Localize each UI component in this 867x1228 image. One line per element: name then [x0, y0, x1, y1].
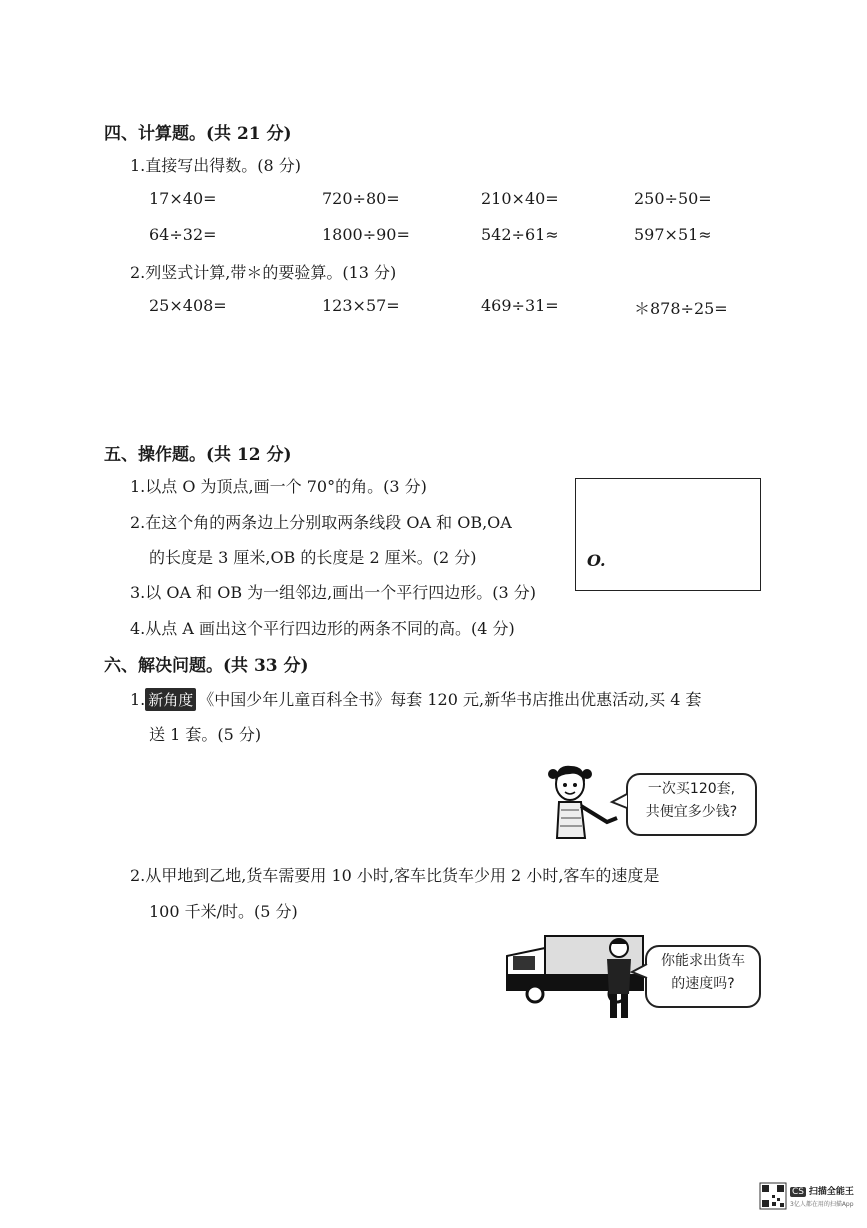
bubble-line: 你能求出货车: [661, 953, 745, 969]
problem1-text: 《中国少年儿童百科全书》每套 120 元,新华书店推出优惠活动,买 4 套: [198, 690, 702, 709]
vertical-calc-item: 25×408=: [149, 296, 227, 315]
scanner-sub: 3亿人都在用的扫描App: [790, 1201, 854, 1208]
bubble-tail: [632, 964, 648, 980]
operation-item: 1.以点 O 为顶点,画一个 70°的角。(3 分): [130, 477, 427, 496]
scanner-logo: CS: [792, 1187, 804, 1197]
operation-item: 的长度是 3 厘米,OB 的长度是 2 厘米。(2 分): [149, 548, 477, 567]
calc-item: 597×51≈: [634, 225, 712, 244]
bubble-line: 的速度吗?: [671, 976, 735, 992]
bubble-line: 一次买120套,: [647, 781, 736, 797]
vertical-calc-item: 469÷31=: [481, 296, 559, 315]
section5-title: 五、操作题。(共 12 分): [104, 445, 292, 465]
calc-item: 64÷32=: [149, 225, 217, 244]
problem2-line1: 2.从甲地到乙地,货车需要用 10 小时,客车比货车少用 2 小时,客车的速度是: [130, 866, 660, 885]
section4-title: 四、计算题。(共 21 分): [104, 124, 292, 144]
calc-item: 1800÷90=: [322, 225, 410, 244]
calc-item: 210×40=: [481, 189, 559, 208]
q1-title: 1.直接写出得数。(8 分): [130, 156, 302, 175]
calc-item: 720÷80=: [322, 189, 400, 208]
qr-code-icon: [760, 1183, 786, 1209]
operation-item: 4.从点 A 画出这个平行四边形的两条不同的高。(4 分): [130, 619, 515, 638]
operation-item: 3.以 OA 和 OB 为一组邻边,画出一个平行四边形。(3 分): [130, 583, 536, 602]
problem1-line2: 送 1 套。(5 分): [149, 725, 262, 744]
problem1-number: 1.: [130, 690, 146, 709]
q2-title: 2.列竖式计算,带＊的要验算。(13 分): [130, 263, 397, 282]
truck-illustration: [505, 934, 645, 1020]
vertical-calc-item: ＊878÷25=: [634, 299, 728, 318]
point-o-label: O.: [587, 551, 606, 570]
drawing-box[interactable]: [575, 478, 761, 591]
calc-item: 17×40=: [149, 189, 217, 208]
vertical-calc-item: 123×57=: [322, 296, 400, 315]
bubble-tail: [612, 794, 628, 810]
operation-item: 2.在这个角的两条边上分别取两条线段 OA 和 OB,OA: [130, 513, 512, 532]
speech-bubble-man: [645, 945, 761, 1008]
problem2-line2: 100 千米/时。(5 分): [149, 902, 298, 921]
speech-bubble-girl: [626, 773, 757, 836]
problem1-line1: [130, 687, 702, 711]
scanner-watermark: [790, 1184, 854, 1208]
bubble-line: 共便宜多少钱?: [645, 804, 738, 820]
scanner-name: 扫描全能王: [808, 1187, 854, 1197]
section6-title: 六、解决问题。(共 33 分): [104, 656, 309, 676]
calc-item: 542÷61≈: [481, 225, 559, 244]
calc-item: 250÷50=: [634, 189, 712, 208]
new-angle-badge: 新角度: [145, 688, 196, 711]
